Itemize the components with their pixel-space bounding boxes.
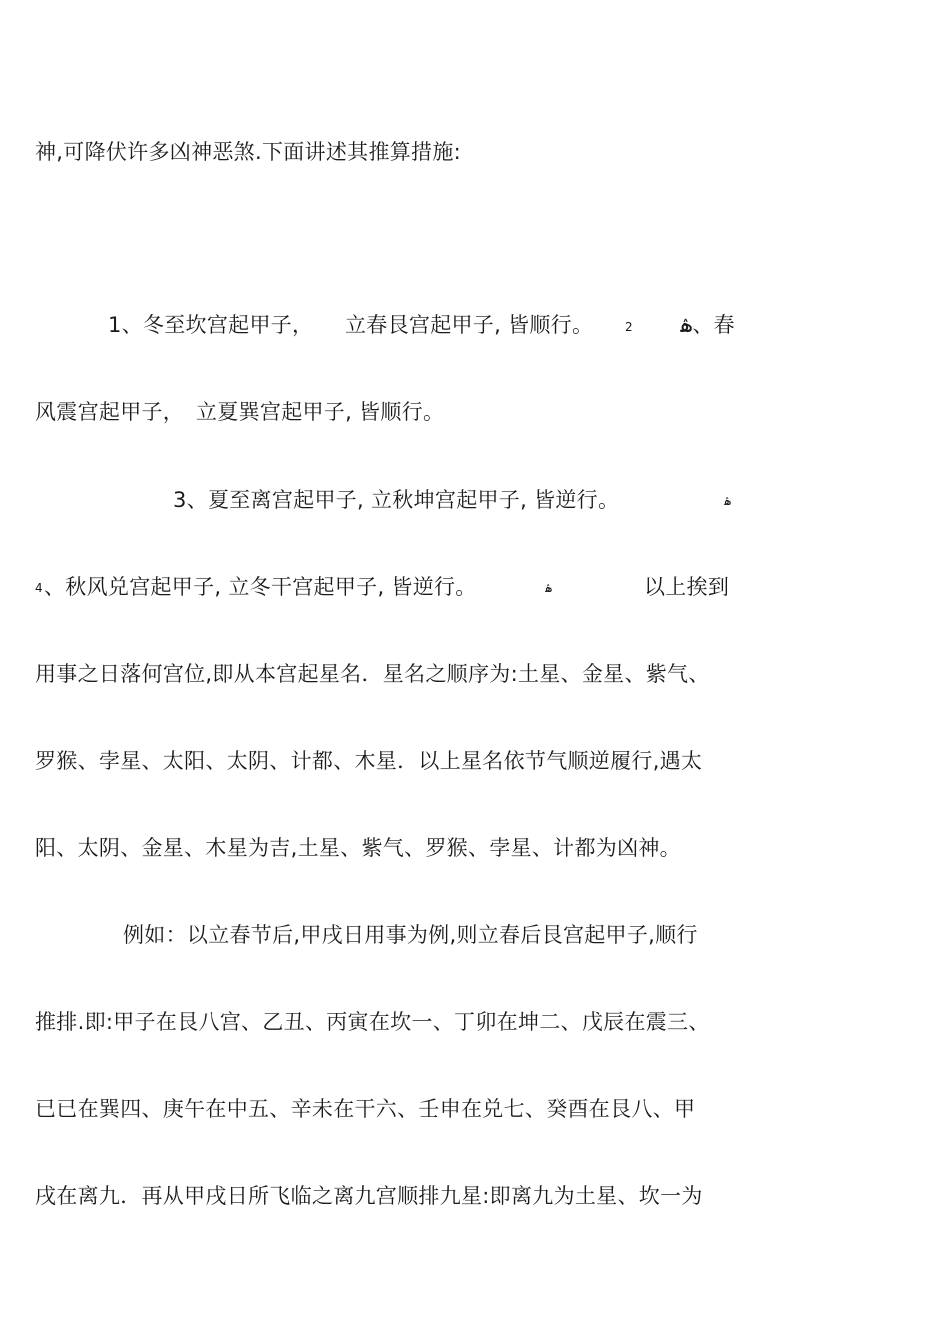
text-line: 罗猴、孛星、太阳、太阴、计都、木星．以上星名依节气顺逆履行,遇太 [35, 749, 703, 773]
text-line: 用事之日落何宫位,即从本宫起星名．星名之顺序为:土星、金星、紫气、 [35, 662, 710, 686]
text-line: 推排.即:甲子在艮八宫、乙丑、丙寅在坎一、丁卯在坤二、戊辰在震三、 [35, 1010, 710, 1034]
text-line: 例如：以立春节后,甲戌日用事为例,则立春后艮宫起甲子,顺行 [123, 923, 698, 947]
small-number: 4 [35, 581, 43, 595]
text-line: 阳、太阴、金星、木星为吉,土星、紫气、罗猴、孛星、计都为凶神。 [35, 836, 681, 860]
text-line: 立夏巽宫起甲子, 皆顺行。 [196, 400, 445, 424]
text-line: 立春艮宫起甲子, 皆顺行。 [345, 313, 594, 337]
superscript-number: 2 [625, 320, 633, 334]
text-line: 3、夏至离宫起甲子, 立秋坤宫起甲子, 皆逆行。 [173, 488, 620, 512]
text-line: 1、冬至坎宫起甲子， [108, 313, 314, 337]
text-line: 、秋风兑宫起甲子, 立冬干宫起甲子, 皆逆行。 [44, 575, 477, 599]
text-line: 戌在离九．再从甲戌日所飞临之离九宫顺排九星:即离九为土星、坎一为 [35, 1184, 703, 1208]
glyph-mark: ۿ [724, 494, 732, 508]
text-line: ۿ、春 [680, 313, 735, 337]
text-line: 风震宫起甲子， [35, 400, 185, 424]
text-line: 神,可降伏许多凶神恶煞.下面讲述其推算措施: [35, 140, 462, 164]
text-line: 以上挨到 [644, 575, 730, 599]
glyph-mark: ۿ [545, 581, 553, 595]
text-line: 已已在巽四、庚午在中五、辛未在干六、壬申在兑七、癸酉在艮八、甲 [35, 1097, 696, 1121]
